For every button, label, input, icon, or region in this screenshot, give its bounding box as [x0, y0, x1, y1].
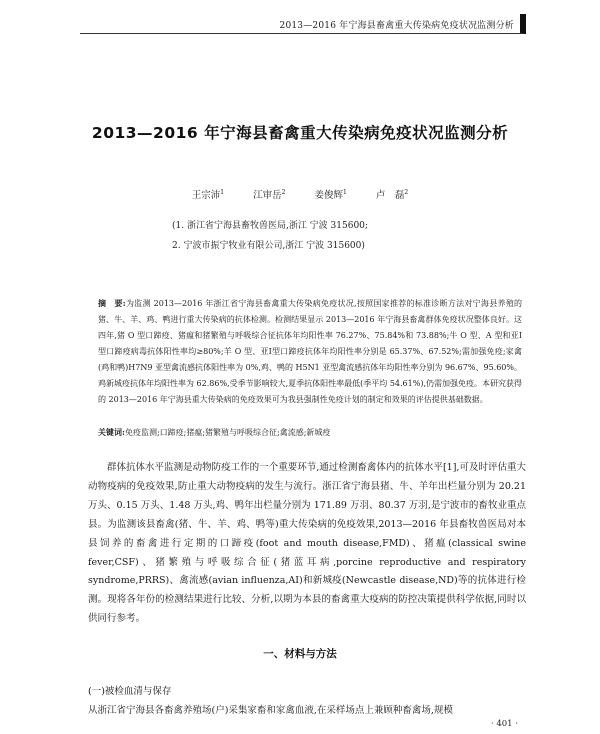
author: 王宗沛$^1$ — [191, 188, 225, 201]
intro-paragraph: 群体抗体水平监测是动物防疫工作的一个重要环节,通过检测畜禽体内的抗体水平[1],可及时评估重大动物疫病的免疫效果,防止重大动物疫病的发生与流行。浙江省宁海县猪、牛、羊年出栏量分别为 20.21 万头、0.15 万头、1.48 万头,鸡、鸭年出栏量分别为 171.89 万羽、80.37 万羽,是宁波市的畜牧业重点县。为监测该县畜禽(猪、牛、羊、鸡、鸭等)重大传染病的免疫效果,2013—2016 年县畜牧兽医局对本县饲养的畜禽进行定期的口蹄疫(foot and mouth disease,FMD)、猪瘟(classical swine fever,CSF)、猪繁殖与呼吸综合征(猪蓝耳病,porcine reproductive and respiratory syndrome,PRRS)、禽流感(avian influenza,AI)和新城疫(Newcastle disease,ND)等的抗体进行检测。现将各年份的检测结果进行比较、分析,以期为本县的畜禽重大疫病的防控决策提供科学依据,同时以供同行参考。 — [88, 462, 526, 625]
author: 姜俊辉$^1$ — [314, 188, 347, 201]
paper-title: 2013—2016 年宁海县畜禽重大传染病免疫状况监测分析 — [91, 124, 509, 142]
abstract-label: 摘 要: — [98, 298, 126, 308]
section-heading: 一、材料与方法 — [263, 648, 337, 660]
affiliation-2: 2. 宁波市振宁牧业有限公司,浙江 宁波 315600) — [172, 241, 365, 251]
keywords — [98, 425, 522, 440]
author: 卢 磊$^2$ — [375, 188, 409, 201]
author: 江审岳$^2$ — [253, 188, 286, 201]
abstract — [98, 295, 522, 408]
affiliation-1: (1. 浙江省宁海县畜牧兽医局,浙江 宁波 315600; — [172, 221, 368, 231]
corner-mark — [520, 14, 526, 34]
subsection-heading: (一)被检血清与保存 — [88, 686, 172, 697]
header-rule — [80, 33, 524, 34]
author-list — [0, 187, 600, 201]
abstract-text: 为监测 2013—2016 年浙江省宁海县畜禽重大传染病免疫状况,按照国家推荐的标准诊断方法对宁海县养殖的猪、牛、羊、鸡、鸭进行重大传染病的抗体检测。检测结果显示 2013—2016 年宁海县畜禽群体免疫状况整体良好。这四年,猪 O 型口蹄疫、猪瘟和猪繁殖与呼吸综合征抗体年均阳性率 76.27%、75.84%和 73.88%;牛 O 型、A 型和亚Ⅰ型口蹄疫病毒抗体阳性率均≥80%;羊 O 型、亚Ⅰ型口蹄疫抗体年均阳性率分别是 65.37%、67.52%;需加强免疫;家禽(鸡和鸭)H7N9 亚型禽流感抗体阳性率为 0%,鸡、鸭的 H5N1 亚型禽流感抗体年均阳性率分别为 96.67%、95.60%。鸡新城疫抗体年均阳性率为 62.86%,受季节影响较大,夏季抗体阳性率最低(季平均 54.61%),仍需加强免疫。本研究获得的 2013—2016 年宁海县重大传染病的免疫效果可为我县强制性免疫计划的制定和效果的评估提供基础数据。 — [98, 299, 523, 404]
body-last-line: 从浙江省宁海县各畜禽养殖场(户)采集家畜和家禽血液,在采样场点上兼顾种畜禽场,规模 — [88, 705, 453, 716]
running-header: 2013—2016 年宁海县畜禽重大传染病免疫状况监测分析 — [279, 21, 514, 31]
page-number: · 401 · — [490, 719, 518, 729]
keywords-label: 关键词: — [98, 427, 125, 437]
keywords-text: 免疫监测;口蹄疫;猪瘟;猪繁殖与呼吸综合征;禽流感;新城疫 — [124, 428, 331, 437]
